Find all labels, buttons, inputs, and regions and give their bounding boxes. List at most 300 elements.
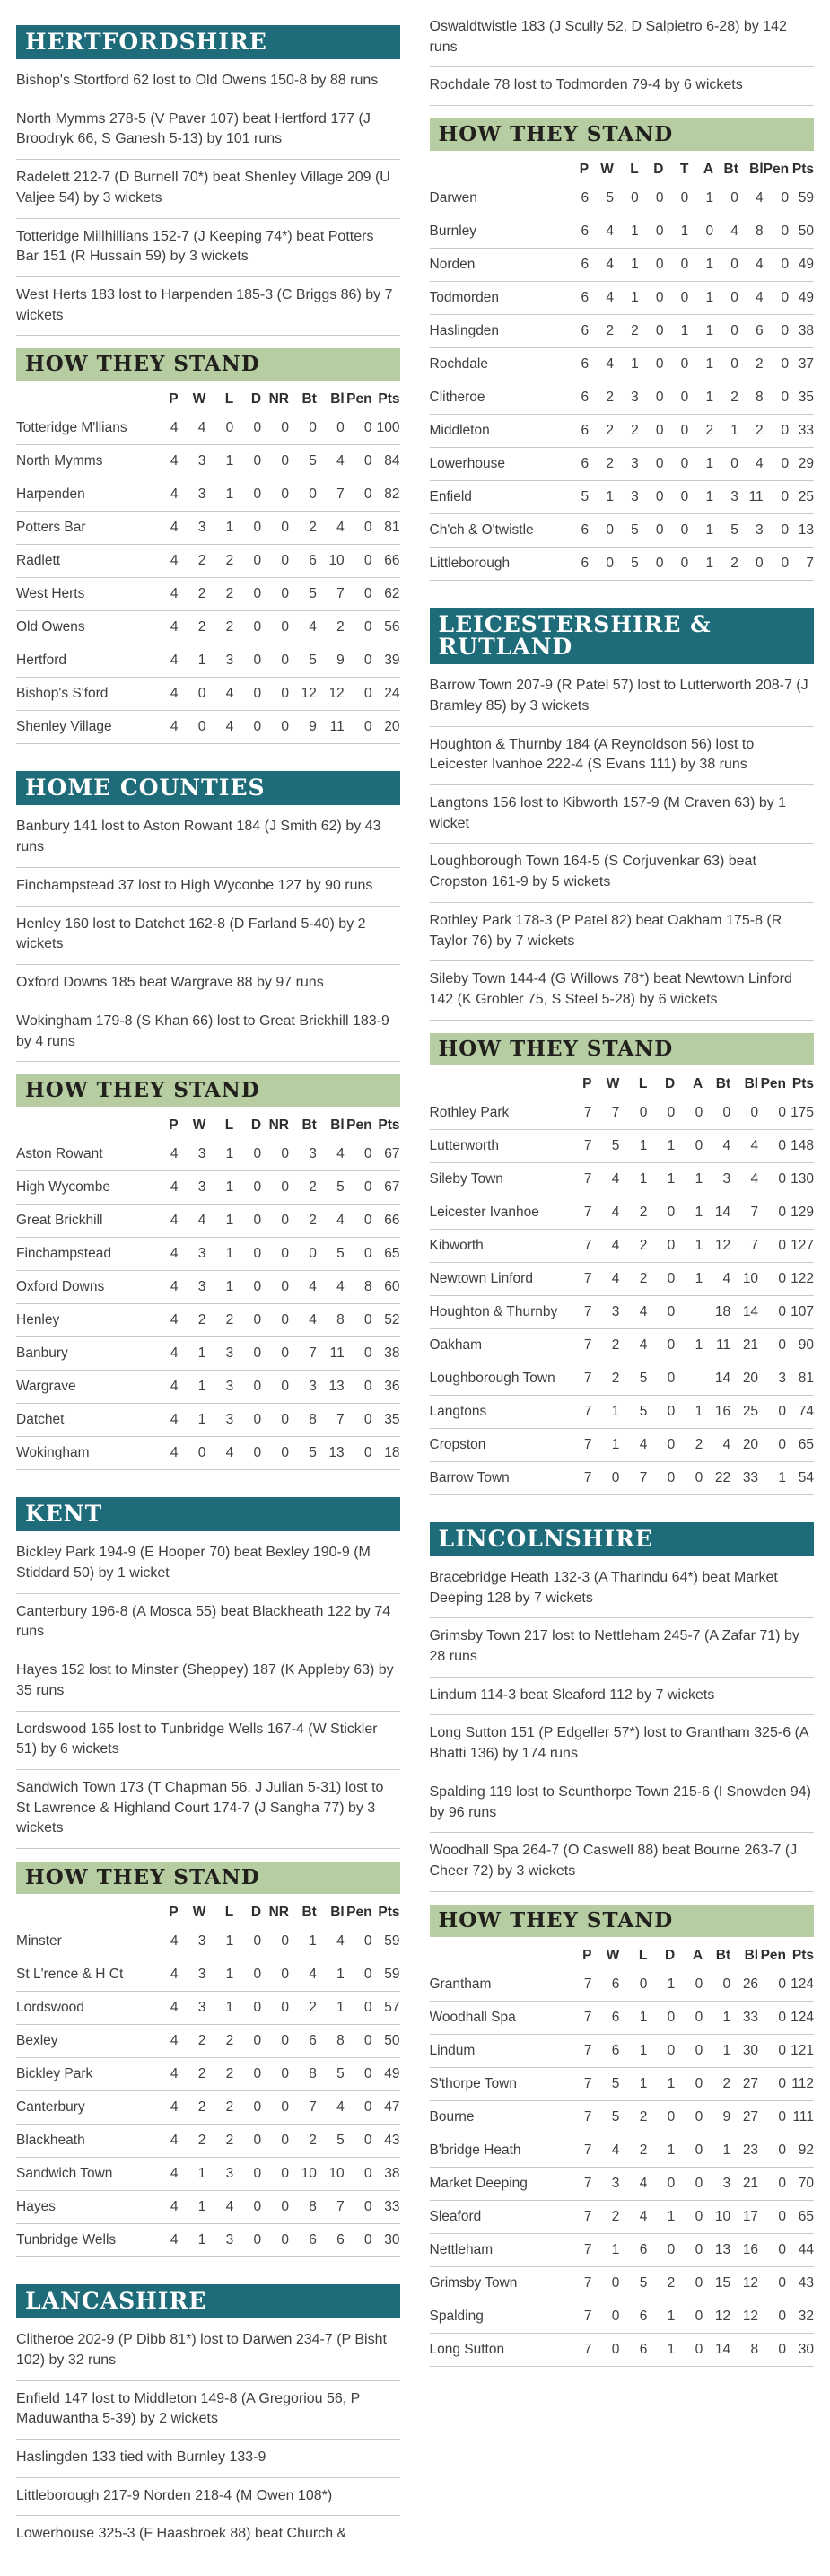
- stat-value: 50: [789, 215, 814, 249]
- stat-value: 0: [664, 514, 689, 548]
- stat-value: 0: [703, 1968, 730, 2002]
- stat-value: 7: [564, 2100, 592, 2134]
- stat-value: 2: [619, 2134, 647, 2167]
- stat-value: 1: [205, 1138, 233, 1171]
- stat-value: 0: [261, 545, 289, 578]
- match-result: Henley 160 lost to Datchet 162-8 (D Farland 5-40) by 2 wickets: [16, 907, 400, 965]
- stat-value: 0: [261, 2191, 289, 2224]
- stat-value: 74: [786, 1395, 814, 1428]
- stat-value: 0: [764, 182, 789, 215]
- standings-row: [430, 481, 815, 514]
- standings-row: [16, 1171, 400, 1205]
- standings-row: [430, 1428, 815, 1461]
- stat-value: 81: [372, 512, 400, 545]
- match-result: West Herts 183 lost to Harpenden 185-3 (C Briggs 86) by 7 wickets: [16, 277, 400, 336]
- stat-value: 2: [179, 2091, 206, 2125]
- stat-value: 5: [317, 2058, 345, 2091]
- standings-row: [16, 1958, 400, 1992]
- standings-row: [16, 2025, 400, 2058]
- team-name: Long Sutton: [430, 2333, 564, 2366]
- stat-value: 0: [233, 1205, 261, 1238]
- stat-value: 0: [675, 1461, 703, 1494]
- team-name: Bishop's S'ford: [16, 678, 151, 711]
- stat-value: 0: [345, 412, 372, 445]
- stat-value: 5: [713, 514, 738, 548]
- match-result: Houghton & Thurnby 184 (A Reynoldson 56) lost to Leicester Ivanhoe 222-4 (S Evans 111) by 38 runs: [430, 727, 815, 785]
- stat-value: 2: [591, 1328, 619, 1362]
- stat-value: 0: [289, 478, 317, 512]
- stat-value: 0: [639, 182, 664, 215]
- stat-value: 7: [564, 1968, 592, 2002]
- column-header: D: [665, 1075, 676, 1091]
- stat-value: 3: [179, 1138, 206, 1171]
- stat-value: 4: [730, 1129, 758, 1162]
- stat-value: 39: [372, 644, 400, 678]
- column-header: Pts: [378, 1117, 400, 1134]
- stat-value: 2: [179, 2058, 206, 2091]
- stat-value: 1: [614, 249, 639, 282]
- stat-value: 0: [233, 1958, 261, 1992]
- stat-value: 0: [589, 514, 614, 548]
- stat-value: 148: [786, 1129, 814, 1162]
- stat-value: 1: [179, 2191, 206, 2224]
- how-they-stand-header: HOW THEY STAND: [16, 1862, 400, 1894]
- stat-value: 1: [688, 315, 713, 348]
- stat-value: 1: [647, 2333, 675, 2366]
- stat-value: 2: [589, 448, 614, 481]
- stat-value: 0: [261, 1205, 289, 1238]
- stat-value: 4: [289, 1271, 317, 1304]
- stat-value: 50: [372, 2025, 400, 2058]
- stat-value: 9: [289, 711, 317, 744]
- stat-value: 7: [564, 2300, 592, 2333]
- stat-value: 2: [289, 1205, 317, 1238]
- standings-row: [430, 2134, 815, 2167]
- stat-value: 0: [664, 481, 689, 514]
- stat-value: 7: [789, 548, 814, 581]
- column-header: P: [579, 162, 590, 178]
- standings-row: [430, 2167, 815, 2200]
- standings-row: [16, 1992, 400, 2025]
- stat-value: 1: [179, 644, 206, 678]
- stat-value: 1: [688, 282, 713, 315]
- standings-row: [430, 2333, 815, 2366]
- team-name: Grimsby Town: [430, 2266, 564, 2300]
- stat-value: 7: [564, 2233, 592, 2266]
- stat-value: 2: [205, 2091, 233, 2125]
- stat-value: 49: [372, 2058, 400, 2091]
- stat-value: 1: [619, 2034, 647, 2067]
- stat-value: 0: [233, 578, 261, 611]
- stat-value: 0: [758, 1162, 786, 1196]
- standings-row: [430, 2067, 815, 2100]
- match-result: Barrow Town 207-9 (R Patel 57) lost to Lutterworth 208-7 (J Bramley 85) by 3 wickets: [430, 668, 815, 726]
- team-name: Ch'ch & O'twistle: [430, 514, 564, 548]
- stat-value: 5: [289, 644, 317, 678]
- team-name: Langtons: [430, 1395, 564, 1428]
- stat-value: 7: [564, 1295, 592, 1328]
- stat-value: 0: [261, 711, 289, 744]
- standings-header-row: [16, 384, 400, 412]
- column-header: Pen: [346, 391, 372, 407]
- stat-value: 4: [151, 1958, 179, 1992]
- team-name: Oxford Downs: [16, 1271, 151, 1304]
- column-header: NR: [268, 1905, 289, 1921]
- stat-value: 0: [675, 2233, 703, 2266]
- stat-value: 7: [730, 1229, 758, 1262]
- column-header: Bl: [330, 1905, 345, 1921]
- stat-value: 0: [233, 1271, 261, 1304]
- county-section: [430, 9, 815, 581]
- stat-value: 2: [703, 2067, 730, 2100]
- stat-value: 0: [713, 182, 738, 215]
- county-section: [430, 1522, 815, 2367]
- county-section: [16, 25, 400, 744]
- stat-value: 0: [639, 415, 664, 448]
- stat-value: 1: [614, 282, 639, 315]
- stat-value: 4: [151, 644, 179, 678]
- stat-value: 4: [289, 1304, 317, 1337]
- match-result: Lordswood 165 lost to Tunbridge Wells 167-4 (W Stickler 51) by 6 wickets: [16, 1712, 400, 1770]
- stat-value: 4: [619, 1295, 647, 1328]
- stat-value: 0: [639, 215, 664, 249]
- team-name: Enfield: [430, 481, 564, 514]
- stat-value: 2: [179, 578, 206, 611]
- stat-value: 9: [703, 2100, 730, 2134]
- stat-value: 111: [786, 2100, 814, 2134]
- team-name: Burnley: [430, 215, 564, 249]
- match-result: Finchampstead 37 lost to High Wyconbe 127 by 90 runs: [16, 868, 400, 907]
- standings-row: [430, 1162, 815, 1196]
- stat-value: 0: [345, 611, 372, 644]
- stat-value: 4: [151, 1437, 179, 1470]
- stat-value: 0: [647, 1229, 675, 1262]
- stat-value: 26: [730, 1968, 758, 2002]
- stat-value: 0: [664, 282, 689, 315]
- team-name: Rothley Park: [430, 1097, 564, 1130]
- match-result: Long Sutton 151 (P Edgeller 57*) lost to Grantham 325-6 (A Bhatti 136) by 174 runs: [430, 1715, 815, 1774]
- stat-value: 1: [675, 1229, 703, 1262]
- stat-value: 4: [317, 1138, 345, 1171]
- match-result: Sileby Town 144-4 (G Willows 78*) beat Newtown Linford 142 (K Grobler 75, S Steel 5-28) by 6 wickets: [430, 961, 815, 1020]
- stat-value: 4: [151, 445, 179, 478]
- county-section: [16, 771, 400, 1470]
- team-name: Newtown Linford: [430, 1262, 564, 1295]
- results-list: [16, 2322, 400, 2554]
- team-name: Harpenden: [16, 478, 151, 512]
- stat-value: 1: [688, 448, 713, 481]
- stat-value: 2: [619, 1262, 647, 1295]
- stat-value: 6: [564, 448, 589, 481]
- column-header-team: [16, 1110, 151, 1138]
- stat-value: 0: [758, 2134, 786, 2167]
- stat-value: 21: [730, 2167, 758, 2200]
- column-header: L: [224, 1117, 234, 1134]
- standings-table: [430, 1941, 815, 2367]
- column-header: P: [169, 391, 179, 407]
- stat-value: 0: [675, 2100, 703, 2134]
- stat-value: 2: [179, 611, 206, 644]
- column-header: Bl: [330, 391, 345, 407]
- stat-value: 7: [564, 2200, 592, 2233]
- stat-value: 2: [205, 2058, 233, 2091]
- stat-value: 0: [261, 1992, 289, 2025]
- stat-value: 7: [317, 578, 345, 611]
- stat-value: 6: [564, 315, 589, 348]
- standings-row: [16, 545, 400, 578]
- team-name: Bexley: [16, 2025, 151, 2058]
- match-result: Lowerhouse 325-3 (F Haasbroek 88) beat Church &: [16, 2516, 400, 2554]
- stat-value: 4: [179, 1205, 206, 1238]
- county-header: LEICESTERSHIRE & RUTLAND: [430, 608, 815, 664]
- stat-value: 6: [564, 215, 589, 249]
- stat-value: 0: [233, 1138, 261, 1171]
- stat-value: 7: [564, 1196, 592, 1229]
- stat-value: 7: [289, 1337, 317, 1371]
- stat-value: 0: [647, 2001, 675, 2034]
- stat-value: 56: [372, 611, 400, 644]
- stat-value: 33: [789, 415, 814, 448]
- stat-value: 6: [619, 2233, 647, 2266]
- column-header: Bt: [715, 1075, 731, 1091]
- stat-value: 3: [703, 2167, 730, 2200]
- stat-value: 1: [179, 1337, 206, 1371]
- stat-value: 6: [591, 2034, 619, 2067]
- stat-value: 1: [619, 1162, 647, 1196]
- stat-value: 1: [591, 1395, 619, 1428]
- stat-value: 1: [703, 2134, 730, 2167]
- stat-value: 52: [372, 1304, 400, 1337]
- column-header: W: [192, 1905, 206, 1921]
- match-result: Loughborough Town 164-5 (S Corjuvenkar 63) beat Cropston 161-9 by 5 wickets: [430, 844, 815, 902]
- stat-value: 0: [261, 2125, 289, 2158]
- team-name: Radlett: [16, 545, 151, 578]
- stat-value: 37: [789, 348, 814, 381]
- stat-value: 0: [664, 381, 689, 415]
- standings-row: [16, 1925, 400, 1958]
- stat-value: 7: [564, 1129, 592, 1162]
- stat-value: 0: [647, 2100, 675, 2134]
- column-header: Bt: [723, 162, 738, 178]
- match-result: Bracebridge Heath 132-3 (A Tharindu 64*) beat Market Deeping 128 by 7 wickets: [430, 1560, 815, 1618]
- stat-value: 0: [664, 182, 689, 215]
- stat-value: 2: [619, 1196, 647, 1229]
- county-section: [16, 1497, 400, 2257]
- stat-value: 5: [589, 182, 614, 215]
- results-list: [430, 9, 815, 106]
- standings-row: [16, 644, 400, 678]
- stat-value: 0: [639, 348, 664, 381]
- team-name: Hertford: [16, 644, 151, 678]
- stat-value: 5: [619, 1395, 647, 1428]
- stat-value: 4: [738, 182, 764, 215]
- stat-value: 4: [317, 445, 345, 478]
- stat-value: 8: [289, 2058, 317, 2091]
- stat-value: 0: [233, 711, 261, 744]
- stat-value: 1: [179, 1404, 206, 1437]
- stat-value: 5: [591, 2067, 619, 2100]
- team-name: Middleton: [430, 415, 564, 448]
- stat-value: 6: [289, 2224, 317, 2257]
- stat-value: 3: [179, 1238, 206, 1271]
- standings-row: [16, 1337, 400, 1371]
- column-header: Bt: [301, 1905, 317, 1921]
- team-name: Littleborough: [430, 548, 564, 581]
- stat-value: 0: [675, 2266, 703, 2300]
- stat-value: 0: [261, 1271, 289, 1304]
- stat-value: 7: [564, 2333, 592, 2366]
- standings-row: [16, 2125, 400, 2158]
- stat-value: 14: [703, 1196, 730, 1229]
- stat-value: 0: [713, 448, 738, 481]
- column-header-team: [430, 154, 564, 182]
- stat-value: 8: [289, 2191, 317, 2224]
- team-name: West Herts: [16, 578, 151, 611]
- stat-value: 0: [713, 249, 738, 282]
- stat-value: 2: [205, 578, 233, 611]
- team-name: St L'rence & H Ct: [16, 1958, 151, 1992]
- standings-row: [16, 578, 400, 611]
- column-header: D: [665, 1947, 676, 1963]
- stat-value: 0: [758, 1968, 786, 2002]
- stat-value: 0: [764, 282, 789, 315]
- standings-row: [16, 2158, 400, 2191]
- team-name: Sandwich Town: [16, 2158, 151, 2191]
- stat-value: 47: [372, 2091, 400, 2125]
- stat-value: 0: [205, 412, 233, 445]
- stat-value: 0: [233, 445, 261, 478]
- team-name: Clitheroe: [430, 381, 564, 415]
- stat-value: 0: [758, 2333, 786, 2366]
- stat-value: 12: [289, 678, 317, 711]
- stat-value: 0: [261, 1371, 289, 1404]
- results-list: [16, 809, 400, 1062]
- team-name: Loughborough Town: [430, 1362, 564, 1395]
- stat-value: 1: [688, 381, 713, 415]
- stat-value: 1: [688, 548, 713, 581]
- stat-value: 1: [205, 1205, 233, 1238]
- stat-value: 1: [703, 2034, 730, 2067]
- stat-value: 4: [738, 282, 764, 315]
- stat-value: 4: [151, 1205, 179, 1238]
- team-name: Houghton & Thurnby: [430, 1295, 564, 1328]
- stat-value: 2: [738, 415, 764, 448]
- stat-value: 4: [591, 1196, 619, 1229]
- stat-value: 0: [758, 1295, 786, 1328]
- team-name: Sileby Town: [430, 1162, 564, 1196]
- team-name: Haslingden: [430, 315, 564, 348]
- standings-row: [430, 348, 815, 381]
- stat-value: 36: [372, 1371, 400, 1404]
- stat-value: 0: [675, 2167, 703, 2200]
- how-they-stand-header: HOW THEY STAND: [16, 1074, 400, 1107]
- stat-value: 7: [564, 2034, 592, 2067]
- stat-value: 33: [730, 2001, 758, 2034]
- standings-row: [430, 315, 815, 348]
- stat-value: 7: [317, 478, 345, 512]
- stat-value: 16: [730, 2233, 758, 2266]
- stat-value: 0: [289, 1238, 317, 1271]
- standings-row: [430, 1295, 815, 1328]
- column-header: A: [703, 162, 714, 178]
- stat-value: 66: [372, 545, 400, 578]
- stat-value: 4: [151, 678, 179, 711]
- column-header: A: [692, 1947, 703, 1963]
- stat-value: 0: [261, 2058, 289, 2091]
- stat-value: 62: [372, 578, 400, 611]
- stat-value: 3: [205, 644, 233, 678]
- stat-value: 27: [730, 2100, 758, 2134]
- standings-row: [430, 1362, 815, 1395]
- stat-value: 4: [151, 1337, 179, 1371]
- stat-value: 3: [179, 478, 206, 512]
- standings-row: [430, 1129, 815, 1162]
- stat-value: 4: [151, 2125, 179, 2158]
- stat-value: 0: [758, 1395, 786, 1428]
- stat-value: 6: [591, 2001, 619, 2034]
- stat-value: 0: [261, 512, 289, 545]
- stat-value: 2: [713, 381, 738, 415]
- stat-value: 1: [619, 2001, 647, 2034]
- stat-value: 8: [345, 1271, 372, 1304]
- stat-value: 0: [345, 1205, 372, 1238]
- team-name: Oakham: [430, 1328, 564, 1362]
- stat-value: 0: [345, 711, 372, 744]
- stat-value: 59: [372, 1958, 400, 1992]
- stat-value: 0: [758, 1262, 786, 1295]
- stat-value: 1: [675, 1395, 703, 1428]
- stat-value: 4: [151, 512, 179, 545]
- stat-value: 1: [619, 2067, 647, 2100]
- stat-value: 0: [664, 548, 689, 581]
- stat-value: 7: [564, 1328, 592, 1362]
- stat-value: 12: [730, 2300, 758, 2333]
- stat-value: 0: [764, 415, 789, 448]
- standings-row: [16, 2224, 400, 2257]
- stat-value: 3: [205, 2158, 233, 2191]
- stat-value: 7: [564, 2134, 592, 2167]
- standings-row: [16, 1205, 400, 1238]
- stat-value: 17: [730, 2200, 758, 2233]
- match-result: Bickley Park 194-9 (E Hooper 70) beat Bexley 190-9 (M Stiddard 50) by 1 wicket: [16, 1535, 400, 1593]
- match-result: Lindum 114-3 beat Sleaford 112 by 7 wickets: [430, 1678, 815, 1716]
- stat-value: 4: [205, 1437, 233, 1470]
- stat-value: 32: [786, 2300, 814, 2333]
- column-header: W: [192, 391, 206, 407]
- stat-value: 7: [564, 1229, 592, 1262]
- stat-value: 60: [372, 1271, 400, 1304]
- stat-value: 4: [151, 1304, 179, 1337]
- stat-value: 1: [205, 1925, 233, 1958]
- stat-value: 14: [730, 1295, 758, 1328]
- standings-row: [16, 478, 400, 512]
- stat-value: 3: [205, 2224, 233, 2257]
- stat-value: 4: [151, 1238, 179, 1271]
- match-result: Haslingden 133 tied with Burnley 133-9: [16, 2440, 400, 2478]
- county-header: KENT: [16, 1497, 400, 1531]
- stat-value: 3: [289, 1138, 317, 1171]
- stat-value: 0: [233, 1337, 261, 1371]
- stat-value: 121: [786, 2034, 814, 2067]
- stat-value: 3: [179, 1992, 206, 2025]
- stat-value: 6: [619, 2300, 647, 2333]
- stat-value: 21: [730, 1328, 758, 1362]
- stat-value: 3: [591, 2167, 619, 2200]
- team-name: Bickley Park: [16, 2058, 151, 2091]
- stat-value: 35: [789, 381, 814, 415]
- standings-table: [430, 154, 815, 581]
- stat-value: 2: [589, 315, 614, 348]
